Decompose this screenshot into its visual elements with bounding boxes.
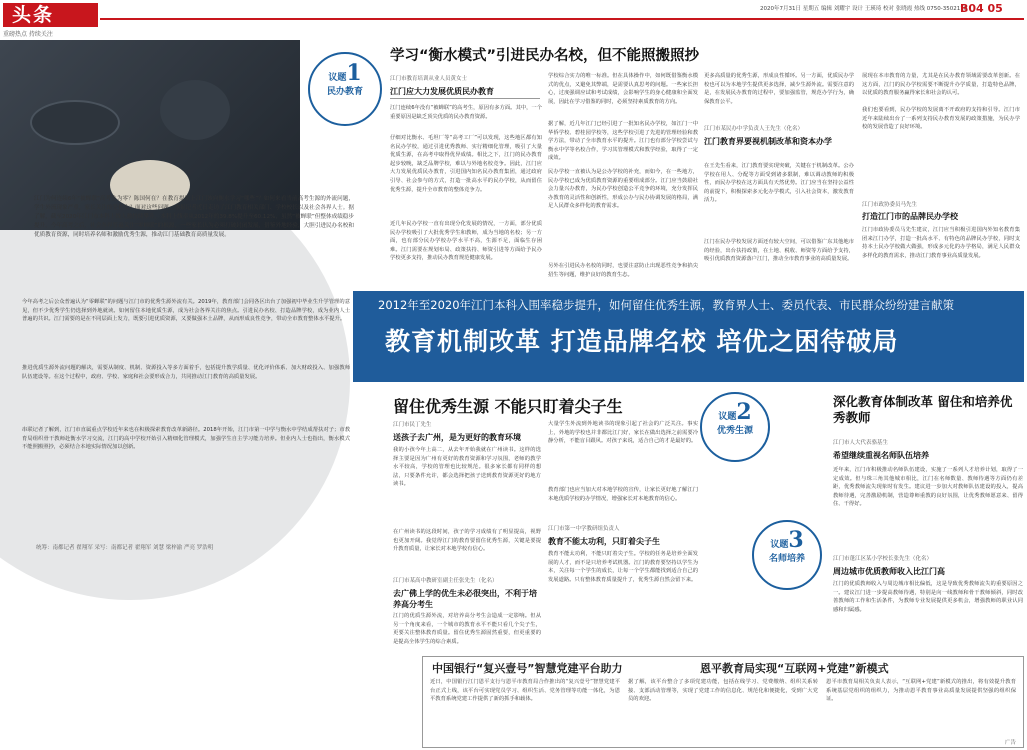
s1c2-p4: 另外在引进民办名校的同时，也要注意防止出现恶性竞争和掐尖招生等问题，维护良好的教育生态。 — [548, 263, 698, 278]
lead-3-title: 打造江门市的品牌民办学校 — [862, 212, 958, 221]
divider — [390, 98, 540, 99]
lead-1-title: 江门应大力发展优质民办教育 — [390, 87, 494, 96]
left-paragraph-2: 今年高考之后公众普遍认为“零蝉联”的问题与江门市的优秀生源外流有关。2019年，教育部门会同各区出台了加强初中毕业生升学管理的意见，但不少优秀学生仍选择到外地就读。如何留住本地优质生源，成为社会各界关注的焦点。引进民办名校、打造品牌学校，成为业内人士普遍的共识。江门需要的是在不同层面上发力，既要引进优质资源，又要做强本土品牌，从而形成良性竞争，带动全市教育整体水平提升。 — [22, 299, 350, 323]
issue-number: 2 — [736, 399, 752, 425]
footer-p3: 恩平市教育局相关负责人表示，“互联网+党建”新模式的推出，将有效提升教育系统基层党组织的组织力，为推动恩平教育事业高质量发展提供坚强的组织保证。 — [826, 679, 1016, 703]
issue-badge-3 — [752, 520, 822, 590]
s1c3-p1: 更多高质量的优秀生源，形成良性循环。另一方面，优质民办学校也可以为本地学生提供更多选择，减少生源外流。需要注意的是，在发展民办教育的过程中，要加强监管，规范办学行为，确保教育公平。 — [704, 73, 854, 105]
masthead-info: 2020年7月31日 星期五 编辑 刘耀宇 设计 王瑛琦 校对 张晓霞 热线 0750-3502110 — [760, 6, 968, 12]
s1c3-p2: 在王先生看来，江门教育要实现突破，关键在于机制改革。公办学校在用人、分配等方面受到诸多限制，难以调动教师的积极性，而民办学校在这方面具有天然优势。江门应当在坚持公益性的前提下，积极探索多元化办学模式，引入社会资本，激发教育活力。 — [704, 163, 854, 204]
s2-lead-3-title: 教育不能太功利，只盯着尖子生 — [548, 537, 660, 546]
issue-label: 议题 — [328, 73, 347, 83]
page-number: B04 05 — [960, 2, 1003, 15]
s2c2-p2: 教育部门也应当加大对本地学校的宣传，让家长更好地了解江门本地优质学校的办学情况，增强家长对本地教育的信心。 — [548, 487, 698, 502]
intro-paragraph: 江门为何连续6年“被蝉联”高考生为零？陈国何在？在教育提质上江门该向衡水学习“哪些”？如何来看当前高考生源的外流问题，学生外流现象严重，家长关注的是什么？面对这些问题，本报记者近日走访了江门教育相关部门、学校校长以及社会各界人士。据了解，截至2020年江门市本科上线人数持续攀升，本科上线率从2012年的39.8%提升至60.12%，虽然“被蝉联”但整体成绩稳步提升。今年高考之后，社会各界普遍关注“零蝉联”的根源，一些家长认为必须打破封闭发展，借鉴外地经验，大胆引进民办名校和优质教育资源，同时培养名师和激励优秀生源，推动江门基础教育高质量发展。 — [34, 196, 354, 238]
left-paragraph-4: 串联记者了解到，江门市直属重点学校近年来也在积极探索教育改革新路径。2018年开始，江门市第一中学与衡水中学结成帮扶对子；市教育局组织骨干教师赴衡水学习交流，江门的高中学校开始引入精细化管理模式，加强学生自主学习能力培养。但业内人士也指出，衡水模式不能照搬照抄，必须结合本地实际情况加以创新。 — [22, 427, 350, 451]
section-2-headline: 留住优秀生源 不能只盯着尖子生 — [393, 397, 623, 416]
left-paragraph-3: 推进优质生源外流问题的解决，需要从制度、机制、资源投入等多方面着手，包括提升教学质量、优化评价体系、加大财政投入、加强教师队伍建设等。在这个过程中，政府、学校、家庭和社会要形成合力，共同推动江门教育的高质量发展。 — [22, 365, 350, 380]
s2-lead-2-title: 去广佛上学的优生未必很突出，不利于培养高分考生 — [393, 589, 537, 609]
s3-lead-1: 江门市人大代表骆基生 — [833, 440, 889, 446]
s2-lead-1: 江门市民丁先生 — [393, 422, 432, 428]
s2c1-p1: 我的小孩今年上高二，从去年开始我就在广州读书。这样的选择主要是因为广州有更好的教育资源和学习氛围，老师的教学水平较高，学校的管理也比较规范。很多家长都有同样的想法，只要条件允许，都会选择把孩子送到教育资源更好的地方读书。 — [393, 447, 541, 488]
banner-title: 教育机制改革 打造品牌名校 培优之困待破局 — [385, 327, 899, 356]
s1c2-p1: 学校综合实力的唯一标准。但在具体操作中，如何既借鉴衡水模式的优点，又避免其弊端，是需要认真思考的问题。一些家长担心，过度强调应试和考试成绩，会影响学生的身心健康和全面发展，因此在学习借鉴的同时，必须坚持素质教育的方向。 — [548, 73, 698, 105]
issue-number: 1 — [346, 60, 362, 86]
s2c1-p2: 在广州读书的这段时间，孩子的学习成绩有了明显提高，视野也更加开阔。我觉得江门的教育要留住优秀生源，关键是要提升教育质量，让家长对本地学校有信心。 — [393, 529, 541, 553]
ad-tag: 广告 — [1005, 740, 1017, 746]
lead-1: 江门市教育培训从业人员黄女士 — [390, 76, 468, 82]
s2-lead-3: 江门市第一中学教研组负责人 — [548, 526, 620, 532]
s1c4-p3: 江门市政协委员马先生建议，江门应当积极引进国内外知名教育集团来江门办学，打造一批高水平、有特色的品牌民办学校，同时支持本土民办学校做大做强，形成多元化的办学格局，满足人民群众多样化的教育需求，推动江门教育事业高质量发展。 — [862, 227, 1020, 259]
s3-lead-2-title: 周边城市优质教师收入比江门高 — [833, 567, 945, 576]
s2c2-p1: 大量学生外流到外地读书的现象引起了社会的广泛关注。事实上，外地的学校也并非都比江门好，家长在做出选择之前需要冷静分析，不能盲目跟风。对孩子来说，适合自己的才是最好的。 — [548, 421, 698, 445]
issue-badge-1 — [308, 52, 382, 126]
lead-3: 江门市政协委员马先生 — [862, 202, 918, 208]
section-3-headline: 深化教育体制改革 留住和培养优秀教师 — [833, 394, 1013, 425]
s1c4-p1: 展现在本市教育的力量，尤其是在民办教育领域需要改革创新。在这方面，江门的民办学校需要不断提升办学质量，打造特色品牌，以优质的教育服务赢得家长和社会的认可。 — [862, 73, 1020, 97]
laptop-icon — [30, 100, 120, 145]
footer-title-1: 中国银行“复兴壹号”智慧党建平台助力 — [432, 662, 623, 675]
masthead-rule — [100, 18, 1024, 20]
lead-2-title: 江门教育界要视机制改革和资本办学 — [704, 137, 832, 146]
issue-number: 3 — [788, 527, 804, 553]
issue-title: 名师培养 — [768, 554, 805, 564]
masthead-slogan: 重磅热点 持续关注 — [3, 31, 53, 38]
masthead-logo: 头条 — [3, 3, 98, 27]
issue-label: 议题 — [718, 412, 737, 422]
s3-lead-1-title: 希望继续重视名师队伍培养 — [833, 451, 929, 460]
s3-p2: 江门的优质教师收入与周边城市相比偏低，这是导致优秀教师流失的重要原因之一。建议江门进一步提高教师待遇，特别是向一线教师和骨干教师倾斜，同时改善教师的工作和生活条件，为教师专业发展提供更多机会，增强教师的职业认同感和归属感。 — [833, 581, 1023, 613]
issue-label: 议题 — [770, 540, 789, 550]
s2c1-p3: 江门的优质生源外流，对培养高分考生会造成一定影响。但从另一个角度来看，一个城市的教育水平不能只看几个尖子生，更要关注整体教育质量。留住优秀生源固然重要，但更重要的是提高全体学生的综合素质。 — [393, 613, 541, 645]
s1c2-p2: 据了解，近几年江门已经引进了一批知名民办学校，如江门一中华侨学校、碧桂园学校等，这些学校引进了先进的管理经验和教学方法，带动了全市教育水平的提升。江门也有部分学校尝试与衡水中学等名校合作，学习其管理模式和教学经验，取得了一定成效。 — [548, 121, 698, 162]
s1c1-p1: 江门连续6年没有“被蝉联”的高考生，原因有多方面。其中，一个重要原因是缺乏顶尖优质的民办教育资源。 — [390, 105, 542, 120]
footer-p2: 据了解，该平台整合了多项党建功能，包括在线学习、党费缴纳、组织关系转接、支部活动管理等，实现了党建工作的信息化、规范化和便捷化，受到广大党员的欢迎。 — [628, 679, 818, 703]
credits: 统筹：南都记者 翟翔军 采写：南都记者 翟翔军 刘慧 梁梓渝 严亮 罗浩明 — [36, 545, 214, 551]
banner-subtitle: 2012年至2020年江门本科入围率稳步提升，如何留住优秀生源，教育界人士、委员代表、市民群众纷纷建言献策 — [378, 298, 955, 312]
footer-p1: 近日，中国银行江门恩平支行与恩平市教育局合作推出的“复兴壹号”智慧党建平台正式上线，该平台可实现党员学习、组织生活、党务管理等功能一体化，为恩平教育系统党建工作提供了新的抓手和载体。 — [430, 679, 620, 703]
s2-lead-2: 江门市某高中教研室副主任张先生（化名） — [393, 578, 498, 584]
issue-title: 优秀生源 — [716, 426, 753, 436]
s2-lead-1-title: 送孩子去广州，是为更好的教育环境 — [393, 433, 521, 442]
s3-lead-2: 江门市蓬江区某小学校长张先生（化名） — [833, 556, 933, 562]
s3-p1: 近年来，江门市积极推动名师队伍建设，实施了一系列人才培养计划，取得了一定成效。但与珠三角其他城市相比，江门在名师数量、教师待遇等方面仍有差距，优秀教师流失现象时有发生。建议进一步加大对教师队伍建设的投入，提高教师待遇，完善激励机制，营造尊师重教的良好氛围，让优秀教师愿意来、留得住、干得好。 — [833, 467, 1023, 508]
top-headline: 学习“衡水模式”引进民办名校，但不能照搬照抄 — [390, 48, 700, 64]
issue-title: 民办教育 — [326, 87, 363, 97]
lead-2: 江门市某民办中学负责人王先生（化名） — [704, 126, 804, 132]
hand-icon — [160, 80, 230, 140]
issue-badge-2 — [700, 392, 770, 462]
s1c1-p2: 仔细对比衡水、毛坦厂等“高考工厂”可以发现，这些地区都有知名民办学校，通过引进优秀教师、实行精细化管理，吸引了大量优质生源，在高考中取得优异成绩。相比之下，江门的民办教育起步较晚，缺乏品牌学校，难以与外地名校竞争。因此，江门应大力发展优质民办教育，引进国内知名民办教育集团，通过政府引导、社会参与的方式，打造一批高水平的民办学校，从而留住优秀生源，提升全市教育的整体竞争力。 — [390, 135, 542, 193]
s2c2-p3: 教育不能太功利，不能只盯着尖子生。学校的任务是培养全面发展的人才，而不是只培养考试机器。江门的教育要坚持以学生为本，关注每一个学生的成长，让每一个学生都能找到适合自己的发展道路。只有整体教育质量提升了，优秀生源自然会留下来。 — [548, 551, 698, 583]
s1c4-p2: 我们也要看到，民办学校的发展离不开政府的支持和引导。江门市近年来陆续出台了一系列支持民办教育发展的政策措施，为民办学校的发展营造了良好环境。 — [862, 107, 1020, 131]
footer-title-2: 恩平教育局实现“互联网+党建”新模式 — [700, 662, 889, 675]
s1c2-p3: 民办学校一直被认为是公办学校的补充，而如今，在一些地方，民办学校已成为优质教育资源的重要组成部分。江门应当鼓励社会力量兴办教育，为民办学校创造公平竞争的环境，充分发挥民办教育的灵活性和创新性，形成公办与民办协调发展的格局，满足人民群众多样化的教育需求。 — [548, 169, 698, 210]
s1c1-p3: 近几年民办学校一直有出现分化发展的情况，一方面，部分优质民办学校吸引了大批优秀学生和教师，成为当地的名校；另一方面，也有部分民办学校办学水平不高，生源不足，面临生存困难。江门需要在规划布局、政策扶持、师资引进等方面给予民办学校更多支持，推动民办教育规范健康发展。 — [390, 221, 542, 262]
s1c3-p3: 江门在民办学校发展方面还有较大空间，可以借鉴广东其他地市的经验，出台扶持政策，在土地、税收、师资等方面给予支持，吸引优质教育资源落户江门，推动全市教育事业的高质量发展。 — [704, 239, 854, 263]
